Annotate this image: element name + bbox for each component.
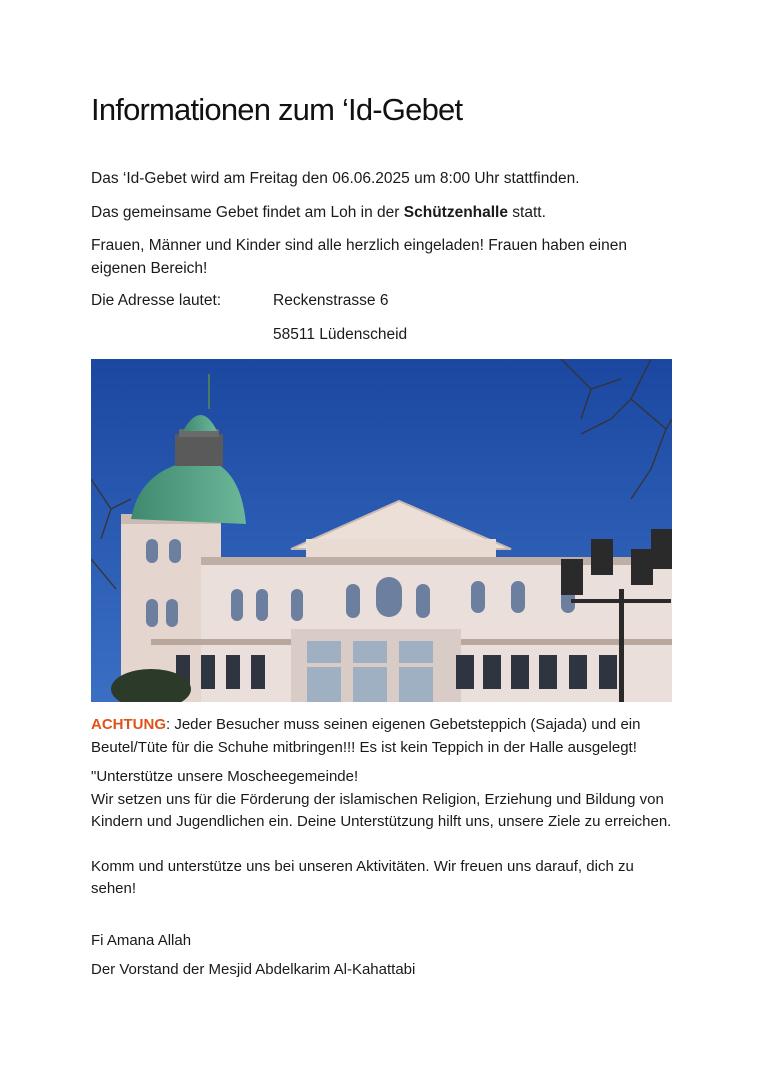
address-street: Reckenstrasse 6 bbox=[273, 292, 389, 309]
signature: Der Vorstand der Mesjid Abdelkarim Al-Kahattabi bbox=[91, 961, 416, 978]
warning-label: ACHTUNG bbox=[91, 716, 166, 733]
date-paragraph: Das ‘Id-Gebet wird am Freitag den 06.06.2025 um 8:00 Uhr stattfinden. bbox=[91, 170, 580, 187]
support-body: Wir setzen uns für die Förderung der islamischen Religion, Erziehung und Bildung von Kindern und Jugendlichen ein. Deine Unterstützung hilft uns, unsere Ziele zu erreichen. bbox=[91, 790, 672, 830]
invitation-paragraph: Frauen, Männer und Kinder sind alle herzlich eingeladen! Frauen haben einen eigenen Bereich! bbox=[91, 237, 627, 277]
location-text-pre: Das gemeinsame Gebet findet am Loh in der bbox=[91, 204, 404, 221]
location-text-post: statt. bbox=[507, 204, 546, 221]
warning-notice bbox=[91, 714, 681, 759]
schuetzenhalle-photo bbox=[91, 359, 672, 702]
support-message bbox=[91, 766, 681, 901]
closing-greeting: Fi Amana Allah bbox=[91, 932, 192, 949]
address-city: 58511 Lüdenscheid bbox=[273, 326, 408, 343]
location-hall-name: Schützenhalle bbox=[403, 204, 508, 221]
warning-text: : Jeder Besucher muss seinen eigenen Gebetsteppich (Sajada) und ein Beutel/Tüte für die Schuhe mitbringen!!! Es ist kein Teppich in der Halle ausgelegt! bbox=[91, 716, 641, 756]
address-label: Die Adresse lautet: bbox=[91, 292, 222, 309]
support-heading: "Unterstütze unsere Moscheegemeinde! bbox=[91, 768, 359, 785]
location-paragraph bbox=[91, 201, 676, 224]
support-invite: Komm und unterstütze uns bei unseren Aktivitäten. Wir freuen uns darauf, dich zu sehen! bbox=[91, 857, 634, 897]
page-title: Informationen zum ‘Id-Gebet bbox=[91, 92, 463, 127]
